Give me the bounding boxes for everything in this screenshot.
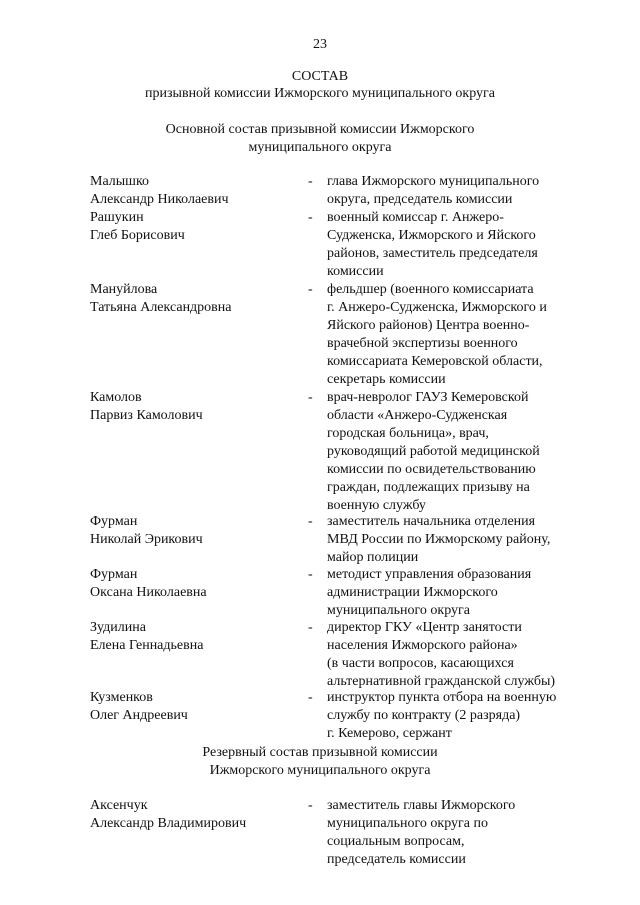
member-surname: Фурман (90, 514, 138, 529)
role-line: военную службу (327, 498, 426, 513)
main-heading-line: муниципального округа (248, 140, 392, 155)
role-line: администрации Ижморского (327, 585, 498, 600)
role-line: г. Анжеро-Судженска, Ижморского и (327, 300, 547, 315)
document-title-block (0, 68, 640, 102)
page-number: 23 (313, 37, 327, 52)
role-line: альтернативной гражданской службы) (327, 674, 556, 689)
member-surname: Камолов (90, 390, 142, 405)
role-line: директор ГКУ «Центр занятости (327, 620, 522, 635)
member-role (327, 389, 585, 515)
member-name (90, 513, 300, 549)
separator-dash: - (308, 690, 313, 705)
member-surname: Рашукин (90, 210, 144, 225)
role-line: муниципального округа (327, 603, 470, 618)
role-line: майор полиции (327, 550, 419, 565)
member-surname: Мануйлова (90, 282, 158, 297)
role-line: военный комиссар г. Анжеро- (327, 210, 504, 225)
main-composition-heading (0, 121, 640, 157)
role-line: врачебной экспертизы военного (327, 336, 518, 351)
role-line: заместитель начальника отделения (327, 514, 536, 529)
role-line: методист управления образования (327, 567, 532, 582)
member-name (90, 209, 300, 245)
member-surname: Фурман (90, 567, 138, 582)
separator-dash: - (308, 174, 313, 189)
document-title: СОСТАВ (291, 69, 349, 84)
role-line: комиссариата Кемеровской области, (327, 354, 543, 369)
member-role (327, 689, 585, 743)
role-line: г. Кемерово, сержант (327, 726, 452, 741)
member-role (327, 173, 585, 209)
member-given-names: Парвиз Камолович (90, 408, 203, 423)
role-line: комиссии по освидетельствованию (327, 462, 536, 477)
member-name (90, 389, 300, 425)
reserve-heading-line: Резервный состав призывной комиссии (202, 745, 438, 760)
role-line: городская больница», врач, (327, 426, 489, 441)
member-surname: Аксенчук (90, 798, 148, 813)
role-line: (в части вопросов, касающихся (327, 656, 514, 671)
member-role (327, 566, 585, 620)
member-role (327, 513, 585, 567)
member-given-names: Оксана Николаевна (90, 585, 207, 600)
member-role (327, 619, 585, 691)
member-role (327, 797, 585, 869)
role-line: руководящий работой медицинской (327, 444, 540, 459)
separator-dash: - (308, 514, 313, 529)
role-line: социальным вопросам, (327, 834, 465, 849)
member-name (90, 619, 300, 655)
member-surname: Малышко (90, 174, 150, 189)
member-surname: Кузменков (90, 690, 153, 705)
member-given-names: Татьяна Александровна (90, 300, 232, 315)
member-given-names: Александр Николаевич (90, 192, 229, 207)
separator-dash: - (308, 390, 313, 405)
role-line: Судженска, Ижморского и Яйского (327, 228, 536, 243)
member-given-names: Глеб Борисович (90, 228, 185, 243)
member-name (90, 566, 300, 602)
role-line: округа, председатель комиссии (327, 192, 513, 207)
member-role (327, 209, 585, 281)
role-line: муниципального округа по (327, 816, 488, 831)
member-name (90, 797, 300, 833)
role-line: фельдшер (военного комиссариата (327, 282, 534, 297)
member-role (327, 281, 585, 389)
member-surname: Зудилина (90, 620, 146, 635)
document-subtitle: призывной комиссии Ижморского муниципального округа (145, 86, 495, 101)
role-line: врач-невролог ГАУЗ Кемеровской (327, 390, 529, 405)
member-given-names: Николай Эрикович (90, 532, 203, 547)
role-line: населения Ижморского района» (327, 638, 518, 653)
member-given-names: Елена Геннадьевна (90, 638, 204, 653)
reserve-composition-heading (0, 744, 640, 780)
main-heading-line: Основной состав призывной комиссии Ижморского (165, 122, 475, 137)
member-name (90, 173, 300, 209)
separator-dash: - (308, 282, 313, 297)
member-name (90, 281, 300, 317)
role-line: глава Ижморского муниципального (327, 174, 540, 189)
reserve-heading-line: Ижморского муниципального округа (209, 763, 431, 778)
member-given-names: Олег Андреевич (90, 708, 188, 723)
role-line: председатель комиссии (327, 852, 466, 867)
separator-dash: - (308, 798, 313, 813)
separator-dash: - (308, 567, 313, 582)
separator-dash: - (308, 620, 313, 635)
role-line: секретарь комиссии (327, 372, 446, 387)
role-line: области «Анжеро-Судженская (327, 408, 508, 423)
role-line: службу по контракту (2 разряда) (327, 708, 521, 723)
member-given-names: Александр Владимирович (90, 816, 247, 831)
member-name (90, 689, 300, 725)
role-line: МВД России по Ижморскому району, (327, 532, 551, 547)
role-line: инструктор пункта отбора на военную (327, 690, 557, 705)
role-line: комиссии (327, 264, 384, 279)
role-line: граждан, подлежащих призыву на (327, 480, 530, 495)
role-line: районов, заместитель председателя (327, 246, 538, 261)
role-line: Яйского районов) Центра военно- (327, 318, 530, 333)
role-line: заместитель главы Ижморского (327, 798, 516, 813)
separator-dash: - (308, 210, 313, 225)
